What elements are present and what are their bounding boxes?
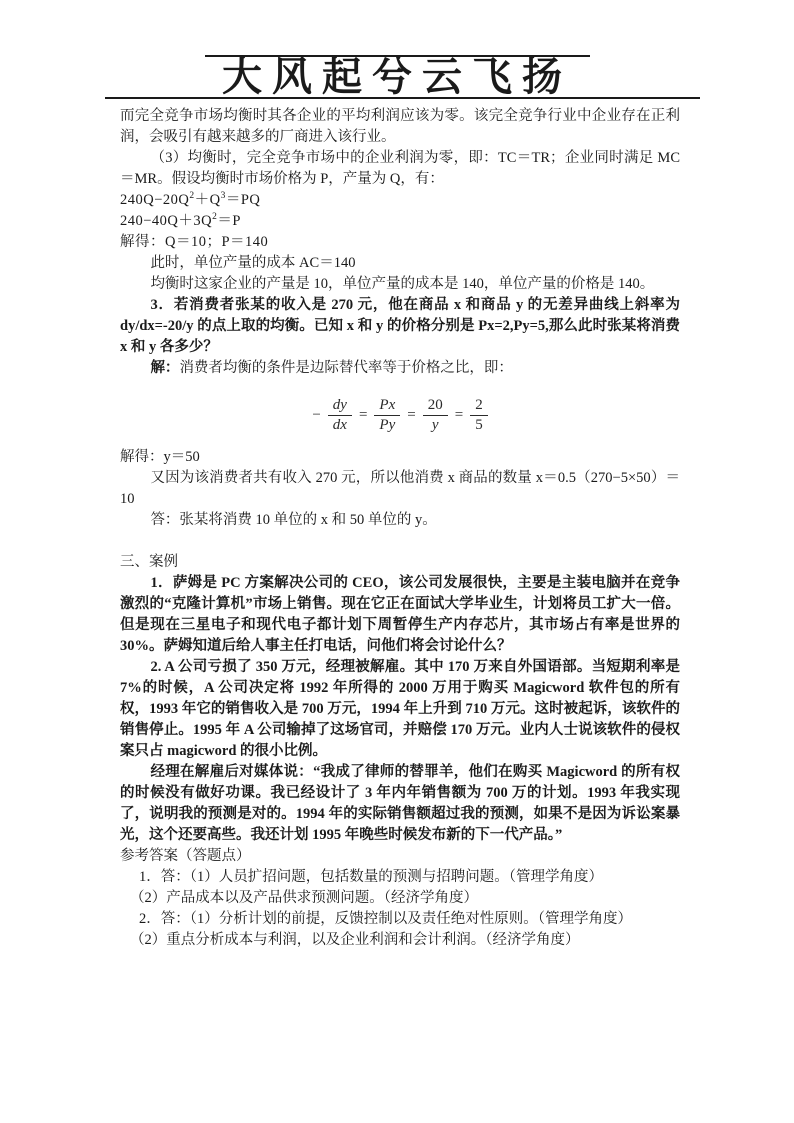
paragraph-equilibrium-summary: 均衡时这家企业的产量是 10，单位产量的成本是 140，单位产量的价格是 140。 <box>150 276 655 292</box>
equals-sign: = <box>407 406 416 423</box>
calligraphy-title: 大风起兮云飞扬 <box>222 53 572 100</box>
answer-1-part-2: （2）产品成本以及产品供求预测问题。（经济学角度） <box>130 890 478 906</box>
answer-2-part-2: （2）重点分析成本与利润，以及企业利润和会计利润。（经济学角度） <box>130 932 580 948</box>
fraction-20-y: $\frac{20}{y}$ <box>423 397 448 434</box>
superscript-2: 2 <box>212 212 218 223</box>
paragraph-equilibrium-condition: （3）均衡时，完全竞争市场中的企业利润为零，即：TC＝TR；企业同时满足 MC＝MR。假设均衡时市场价格为 P，产量为 Q，有： <box>120 150 680 187</box>
equation-marginal-cost: $240-40Q+3Q^2=P$ <box>120 212 241 229</box>
fraction-2-5: $\frac{2}{5}$ <box>470 397 488 434</box>
paragraph-answer-3: 答：张某将消费 10 单位的 x 和 50 单位的 y。 <box>150 512 437 528</box>
superscript-2: 2 <box>189 191 195 202</box>
answer-1-part-1: 1．答：（1）人员扩招问题，包括数量的预测与招聘问题。（管理学角度） <box>139 869 603 885</box>
paragraph-income-calculation: 又因为该消费者共有收入 270 元，所以他消费 x 商品的数量 x＝0.5（270−5×50）＝10 <box>120 470 680 507</box>
fraction-px-py: $\frac{Px}{Py}$ <box>374 397 400 434</box>
equation-total-cost: $240Q-20Q^2+Q^3=PQ$ <box>120 191 261 208</box>
equation-solution-qp: 解得：Q＝10；P＝140 <box>120 234 269 250</box>
mrs-fraction-equation <box>120 389 680 441</box>
equals-sign: = <box>454 406 464 423</box>
superscript-3: 3 <box>220 191 226 202</box>
equals-sign: = <box>358 406 368 423</box>
paragraph-solution-intro: 解：消费者均衡的条件是边际替代率等于价格之比，即： <box>150 360 513 376</box>
page-header <box>0 0 794 99</box>
paragraph-competition-conclusion: 而完全竞争市场均衡时其各企业的平均利润应该为零。该完全竞争行业中企业存在正利润，会吸引有越来越多的厂商进入该行业。 <box>120 108 680 145</box>
section-heading-cases: 三、案例 <box>120 554 178 570</box>
blank-line <box>120 531 680 552</box>
equation-solution-y: 解得：y＝50 <box>120 449 200 465</box>
reference-answers-title: 参考答案（答题点） <box>120 848 251 864</box>
paragraph-case-2-quote: 经理在解雇后对媒体说：“我成了律师的替罪羊，他们在购买 Magicword 的所有权的时候没有做好功课。我已经设计了 3 年内年销售额为 700 万的计划。1993 年我实现了，说明我的预测是对的。1994 年的实际销售额超过我的预测，如果不是因为诉讼案暴光，这个还要高些。我还计划 1995 年晚些时候发布新的下一代产品。” <box>120 764 680 843</box>
fraction-dy-dx: $\frac{dy}{dx}$ <box>328 397 352 434</box>
minus-sign: − <box>312 406 321 423</box>
paragraph-problem-3: 3．若消费者张某的收入是 270 元，他在商品 x 和商品 y 的无差异曲线上斜率为 dy/dx=-20/y 的点上取的均衡。已知 x 和 y 的价格分别是 Px=2,Py=5,那么此时张某将消费 x 和 y 各多少？ <box>120 297 680 355</box>
answer-2-part-1: 2．答：（1）分析计划的前提，反馈控制以及责任绝对性原则。（管理学角度） <box>139 911 632 927</box>
paragraph-case-2: 2. A 公司亏损了 350 万元，经理被解雇。其中 170 万来自外国语部。当短期利率是 7%的时候，A 公司决定将 1992 年所得的 2000 万用于购买 Magicword 软件包的所有权，1993 年它的销售收入是 700 万元，1994 年上升到 710 万元。这时被起诉，该软件的销售停止。1995 年 A 公司输掉了这场官司，并赔偿 170 万元。业内人士说该软件的侵权案只占 magicword 的很小比例。 <box>120 659 680 759</box>
paragraph-case-1: 1．萨姆是 PC 方案解决公司的 CEO，该公司发展很快，主要是主装电脑并在竞争激烈的“克隆计算机”市场上销售。现在它正在面试大学毕业生，计划将员工扩大一倍。但是现在三星电子和现代电子都计划下周暂停生产内存芯片，其市场占有率是世界的 30%。萨姆知道后给人事主任打电话，问他们将会讨论什么？ <box>120 575 680 654</box>
paragraph-unit-cost: 此时，单位产量的成本 AC＝140 <box>150 255 356 271</box>
solution-label: 解： <box>150 360 180 376</box>
document-body <box>120 106 680 951</box>
